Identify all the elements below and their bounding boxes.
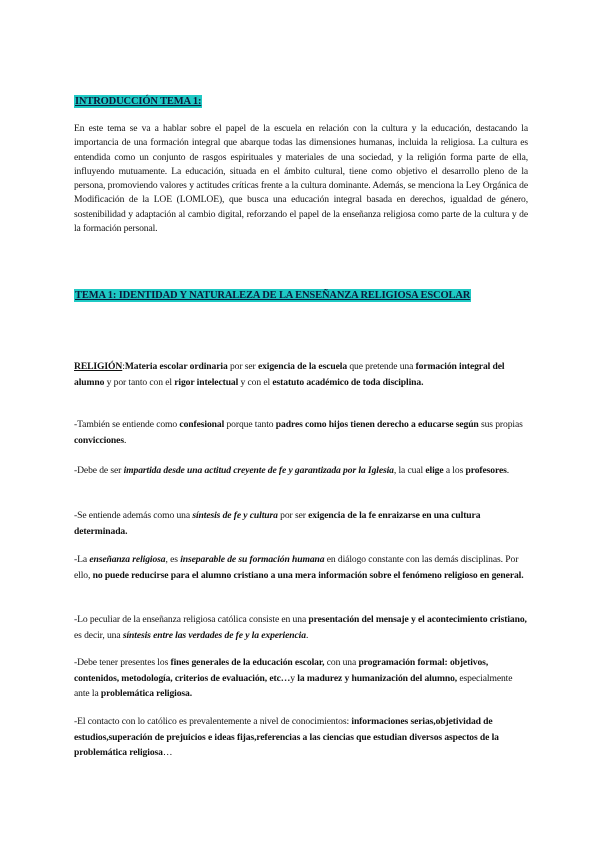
emphasis: exigencia de la escuela	[257, 361, 348, 372]
emphasis: programación formal: objetivos, contenidos, metodología, criterios de evaluación, etc…	[74, 657, 489, 684]
emphasis: fines generales de la educación escolar,	[170, 657, 325, 668]
emphasis: estatuto académico de toda disciplina.	[272, 376, 424, 388]
emphasis: Materia escolar ordinaria	[124, 361, 228, 372]
emphasis: convicciones	[74, 434, 124, 446]
emphasis: la madurez y humanización del alumno,	[297, 672, 458, 684]
emphasis: síntesis de fe y cultura	[192, 510, 278, 521]
emphasis: no puede reducirse para el alumno cristiano a una mera información sobre el fenómeno religioso en general.	[92, 569, 524, 581]
text: por ser	[227, 361, 258, 372]
emphasis: problemática religiosa.	[100, 688, 193, 699]
emphasis: exigencia de la fe enraizarse en una cultura determinada.	[74, 510, 481, 537]
intro-paragraph: En este tema se va a hablar sobre el papel de la escuela en relación con la cultura y la educación, destacando la importancia de una formación integral que abarque todas las dimensiones humanas, incluida la religiosa. La cultura es entendida como un conjunto de rasgos espirituales y materiales de una sociedad, y la religión forma parte de ella, influyendo mutuamente. La educación, situada en el ámbito cultural, tiene como objetivo el desarrollo pleno de la persona, promoviendo valores y actitudes críticas frente a la cultura dominante. Además, se menciona la Ley Orgánica de Modificación de la LOE (LOMLOE), que busca una educación integral basada en derechos, igualdad de género, sostenibilidad y adaptación al cambio digital, reforzando el papel de la enseñanza religiosa como parte de la cultura y de la formación personal.	[74, 123, 528, 235]
text: .	[305, 629, 309, 641]
text: -También se entiende como	[74, 419, 180, 430]
emphasis: elige	[425, 465, 444, 476]
text: -Se entiende además como una	[74, 510, 193, 521]
emphasis: rigor intelectual	[174, 376, 239, 388]
text: .	[506, 465, 510, 476]
paragraph-contacto	[74, 714, 528, 761]
emphasis: confesional	[179, 419, 225, 430]
tema-heading: TEMA 1: IDENTIDAD Y NATURALEZA DE LA ENSEÑANZA RELIGIOSA ESCOLAR	[75, 290, 471, 301]
term-religion: RELIGIÓN	[74, 361, 123, 372]
text: :	[122, 361, 125, 372]
paragraph-religion	[74, 359, 528, 390]
text: y con el	[238, 376, 273, 388]
emphasis: formación integral del alumno	[74, 361, 505, 388]
text: sus propias	[478, 419, 523, 430]
paragraph-fines	[74, 655, 528, 702]
text: -Lo peculiar de la enseñanza religiosa católica consiste en una	[74, 614, 309, 625]
text: especialmente ante la	[74, 672, 513, 699]
text: es decir, una	[74, 629, 123, 641]
text: .	[123, 434, 127, 446]
text: con una	[324, 657, 359, 668]
text: -La	[74, 554, 90, 565]
emphasis: síntesis entre las verdades de fe y la experiencia	[122, 629, 306, 641]
text: y	[290, 672, 298, 684]
emphasis: enseñanza religiosa	[89, 554, 166, 565]
text: a los	[443, 465, 466, 476]
emphasis: informaciones serias,objetividad de estudios,superación de prejuicios e ideas fijas,referencias a las ciencias que estudian diversos aspectos de la problemática religiosa	[74, 716, 499, 758]
paragraph-confesional	[74, 417, 528, 448]
text: …	[162, 747, 173, 758]
text: y por tanto con el	[104, 376, 175, 388]
emphasis: presentación del mensaje y el acontecimiento cristiano,	[308, 614, 527, 625]
text: -Debe de ser	[74, 465, 124, 476]
paragraph-peculiar	[74, 612, 528, 643]
paragraph-sintesis	[74, 508, 528, 539]
text: en diálogo constante con las demás disciplinas. Por ello,	[74, 554, 519, 581]
text: que pretende una	[347, 361, 416, 372]
text: , la cual	[393, 465, 426, 476]
text: , es	[165, 554, 181, 565]
text: -Debe tener presentes los	[74, 657, 171, 668]
intro-heading: INTRODUCCIÓN TEMA 1:	[75, 96, 202, 107]
emphasis: impartida desde una actitud creyente de fe y garantizada por la Iglesia	[123, 465, 394, 476]
emphasis: profesores	[465, 465, 507, 476]
emphasis: padres como hijos tienen derecho a educarse según	[275, 419, 479, 430]
text: -El contacto con lo católico es prevalentemente a nivel de conocimientos:	[74, 716, 352, 727]
paragraph-ensenanza	[74, 552, 528, 583]
emphasis: inseparable de su formación humana	[180, 554, 325, 565]
text: por ser	[277, 510, 309, 521]
paragraph-impartida	[74, 463, 528, 479]
text: porque tanto	[224, 419, 276, 430]
